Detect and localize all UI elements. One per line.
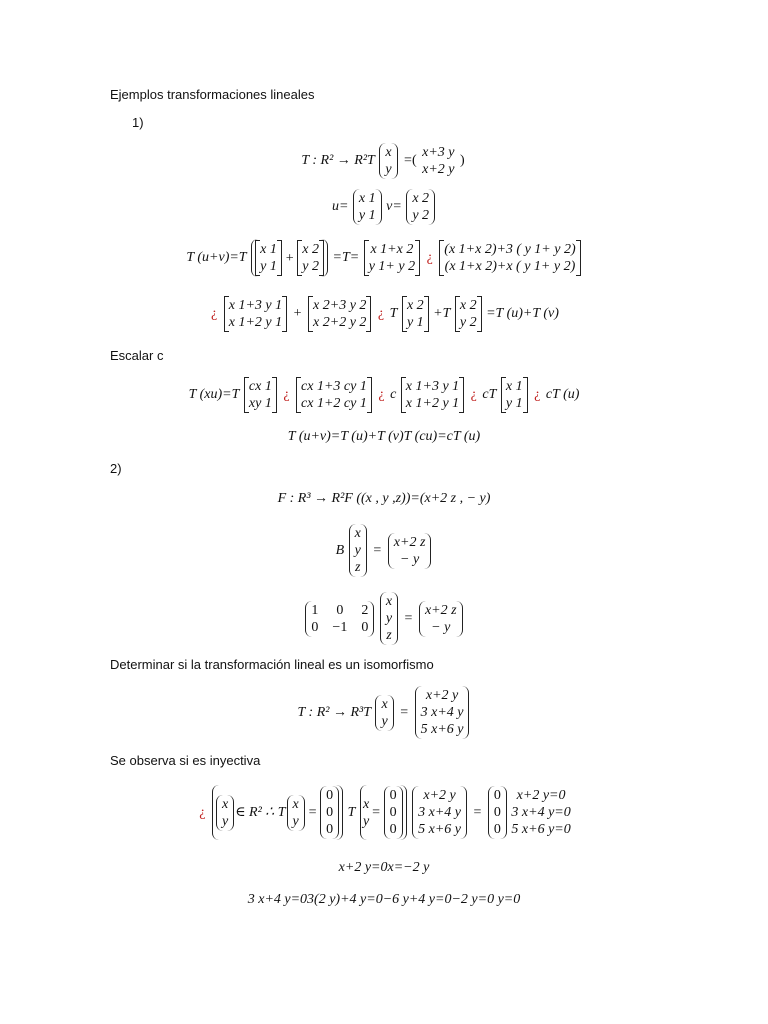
cell: x+2 y <box>423 788 456 803</box>
cell: − y <box>431 619 451 635</box>
eq5-lhs: T (xu)=T <box>188 387 240 402</box>
eq2-v: v= <box>386 199 402 214</box>
eq1-vector <box>379 143 397 179</box>
eq11-xy-inner <box>363 786 404 839</box>
eq11-zero-3 <box>488 786 507 839</box>
equals: = <box>400 704 409 720</box>
equation-10 <box>0 686 768 739</box>
eq8-output <box>388 533 432 569</box>
inverted-question-glyph: ¿ <box>283 387 290 402</box>
eq10-vector <box>375 695 393 731</box>
cell: 0 <box>361 619 369 635</box>
eq9-output <box>419 601 463 637</box>
eq11-vector-2 <box>287 795 305 831</box>
escalar-label: Escalar c <box>110 348 164 363</box>
eq11-set <box>215 786 340 839</box>
cell: y 1 <box>358 208 376 223</box>
cell: x 2 <box>459 298 477 313</box>
eq11-output <box>412 786 467 839</box>
cell: 5 x+6 y=0 <box>511 822 571 837</box>
cell: (x 1+x 2)+3 ( y 1+ y 2) <box>444 242 576 257</box>
equation-6 <box>0 429 768 445</box>
plus: + <box>293 306 302 321</box>
cell: x+2 y <box>422 162 455 177</box>
cell: y 2 <box>302 259 319 274</box>
cell: 0 <box>326 788 334 803</box>
cell: 0 <box>311 619 319 635</box>
cell: y <box>385 162 392 177</box>
cell: y 2 <box>459 315 477 330</box>
cell: y <box>292 813 299 829</box>
eq10-lhs: T : R² → R³T <box>297 704 371 720</box>
eq4-tail: =T (u)+T (v) <box>486 306 559 321</box>
cell: 0 <box>389 822 397 837</box>
eq4-a <box>224 296 287 332</box>
cell: x 1+2 y 1 <box>405 396 460 411</box>
cell: y 1+ y 2 <box>368 259 416 274</box>
eq5-tail: cT (u) <box>545 387 580 402</box>
item-1-label: 1) <box>132 115 144 130</box>
eq11-t: T <box>347 804 356 820</box>
equation-12 <box>0 860 768 876</box>
cell: 0 <box>493 822 501 837</box>
eq2-u: u= <box>331 199 349 214</box>
equals: = <box>371 805 381 820</box>
cell: y <box>362 813 370 829</box>
plus: + <box>284 250 295 266</box>
cell: y <box>381 713 388 729</box>
cell: z <box>355 560 361 575</box>
cell: y 1 <box>505 396 523 411</box>
cell: 1 <box>311 602 319 618</box>
cell: x 2 <box>412 191 430 206</box>
cell: x 1 <box>505 379 523 394</box>
cell: y 2 <box>412 208 430 223</box>
eq11-vector <box>216 795 234 831</box>
cell: 5 x+6 y <box>418 822 462 837</box>
eq2-v-vector <box>406 189 435 225</box>
cell: 0 <box>389 788 397 803</box>
eq5-d <box>401 377 464 413</box>
cell: 5 x+6 y <box>420 722 464 737</box>
matrix-row <box>311 619 368 636</box>
cell: cx 1+2 cy 1 <box>301 396 367 411</box>
equation-3 <box>0 239 768 277</box>
eq11-zero <box>320 786 339 839</box>
cell: x+2 z <box>424 602 457 618</box>
heading: Ejemplos transformaciones lineales <box>110 87 315 102</box>
cell: 3 x+4 y <box>420 705 464 720</box>
eq3-a <box>255 240 282 276</box>
cell: x <box>221 796 229 812</box>
eq4-t1: T <box>389 306 398 321</box>
eq2-u-vector <box>353 189 382 225</box>
inverted-question-glyph: ¿ <box>199 804 206 820</box>
equation-5 <box>0 377 768 413</box>
eq1-output <box>422 144 454 178</box>
eq6-text: T (u+v)=T (u)+T (v)T (cu)=cT (u) <box>287 429 481 444</box>
equals: = <box>373 542 382 558</box>
cell: x 1+3 y 1 <box>405 379 460 394</box>
eq5-c: c <box>390 387 397 402</box>
eq11-outer-left <box>212 785 343 840</box>
cell: 0 <box>493 805 501 820</box>
eq13-text: 3 x+4 y=03(2 y)+4 y=0−6 y+4 y=0−2 y=0 y=0 <box>247 892 521 907</box>
cell: 3 x+4 y <box>418 805 462 820</box>
cell: x <box>292 796 299 812</box>
eq5-b <box>296 377 372 413</box>
cell: 0 <box>326 822 334 837</box>
eq4-d <box>455 296 482 332</box>
inverted-question-glyph: ¿ <box>378 387 385 402</box>
cell: x 1+3 y 1 <box>228 298 283 313</box>
cell: − y <box>400 551 420 567</box>
eq5-ct: cT <box>482 387 497 402</box>
cell: x+3 y <box>422 145 455 160</box>
observa-label: Se observa si es inyectiva <box>110 753 261 768</box>
equals: = <box>307 805 318 820</box>
cell: y 1 <box>406 315 424 330</box>
cell: x+2 y=0 <box>516 788 566 803</box>
eq1-equals: =( <box>404 153 417 168</box>
eq8-b: B <box>335 542 345 558</box>
cell: 3 x+4 y=0 <box>511 805 571 820</box>
eq5-a <box>244 377 277 413</box>
eq3-lhs: T (u+v)=T <box>186 250 247 265</box>
cell: xy 1 <box>248 396 272 411</box>
eq3-outer <box>251 239 328 277</box>
cell: x 1+x 2 <box>370 242 414 257</box>
eq7-text: F : R³ → R²F ((x , y ,z))=(x+2 z , − y) <box>277 491 491 506</box>
cell: x <box>385 145 392 160</box>
cell: x 2 <box>406 298 424 313</box>
eq11-zero-2 <box>384 786 403 839</box>
eq3-d <box>439 240 580 276</box>
item-2-label: 2) <box>110 461 122 476</box>
eq11-xy-col <box>363 796 369 830</box>
cell: x 1 <box>260 242 277 257</box>
eq1-close: ) <box>459 153 465 168</box>
cell: y <box>221 813 229 829</box>
equals: = <box>404 610 413 626</box>
cell: x <box>354 526 361 541</box>
inverted-question-glyph: ¿ <box>211 306 218 321</box>
equals: = <box>473 804 482 820</box>
eq11-xy <box>360 785 407 840</box>
cell: x 1 <box>358 191 376 206</box>
cell: y <box>385 611 393 626</box>
cell: x 2 <box>302 242 319 257</box>
eq3-c <box>364 240 420 276</box>
cell: 0 <box>389 805 397 820</box>
inverted-question-glyph: ¿ <box>470 387 477 402</box>
inverted-question-glyph: ¿ <box>534 387 541 402</box>
eq12-text: x+2 y=0x=−2 y <box>338 860 430 875</box>
cell: x+2 y <box>425 688 459 703</box>
equation-4 <box>0 296 768 332</box>
cell: x 1+2 y 1 <box>228 315 283 330</box>
cell: y 1 <box>260 259 277 274</box>
equation-9 <box>0 592 768 645</box>
eq9-matrix <box>305 601 374 637</box>
cell: cx 1 <box>248 379 272 394</box>
eq1-lhs: T : R² → R²T <box>301 153 375 168</box>
cell: x 2+2 y 2 <box>313 315 367 330</box>
eq9-vector <box>380 592 398 645</box>
equation-1 <box>0 143 768 179</box>
determinar-label: Determinar si la transformación lineal es un isomorfismo <box>110 657 434 672</box>
cell: z <box>386 628 392 643</box>
cell: x <box>385 594 393 609</box>
eq5-e <box>501 377 528 413</box>
cell: (x 1+x 2)+x ( y 1+ y 2) <box>444 259 576 274</box>
equation-7 <box>0 491 768 507</box>
equation-2 <box>0 189 768 225</box>
eq4-b <box>308 296 371 332</box>
cell: 0 <box>336 602 344 618</box>
cell: y <box>354 543 361 558</box>
cell: cx 1+3 cy 1 <box>301 379 367 394</box>
eq3-b <box>297 240 324 276</box>
cell: x+2 z <box>393 534 426 550</box>
matrix-row <box>311 602 368 619</box>
equation-13 <box>0 892 768 908</box>
eq3-inner <box>254 240 325 276</box>
cell: −1 <box>332 619 348 635</box>
equation-8 <box>0 524 768 577</box>
eq11-system <box>511 787 570 838</box>
cell: 2 <box>361 602 369 618</box>
cell: 0 <box>326 805 334 820</box>
cell: x <box>362 796 370 812</box>
cell: x 2+3 y 2 <box>313 298 367 313</box>
eq8-vector <box>349 524 367 577</box>
eq4-c <box>402 296 429 332</box>
eq11-mid: ∈ R² ∴ T <box>235 805 286 820</box>
eq10-output <box>415 686 470 739</box>
inverted-question-glyph: ¿ <box>377 306 385 321</box>
equation-11 <box>0 785 768 840</box>
inverted-question-glyph: ¿ <box>426 250 433 265</box>
cell: x <box>381 696 388 712</box>
eq3-mid: =T= <box>332 250 360 265</box>
eq4-t2: +T <box>433 306 451 321</box>
cell: 0 <box>493 788 501 803</box>
